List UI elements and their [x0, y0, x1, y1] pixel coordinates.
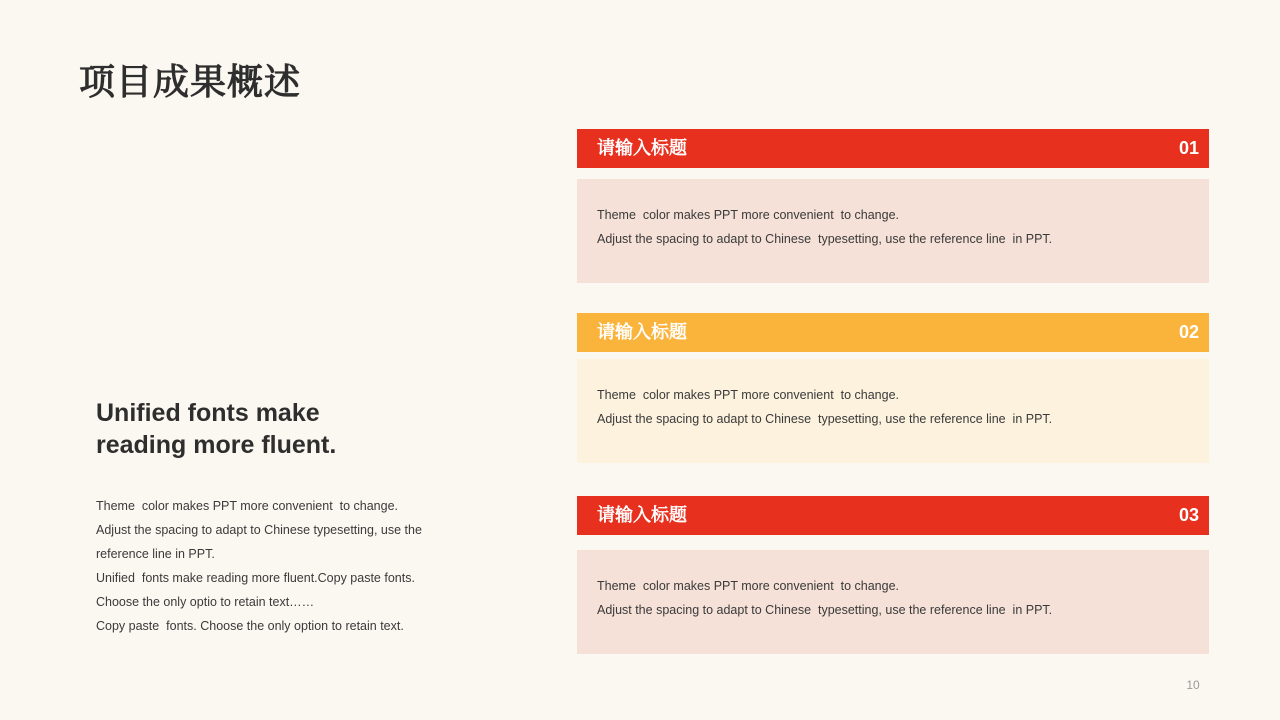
card-number: 02: [1178, 322, 1199, 342]
card-header-1: [577, 129, 1209, 168]
left-heading-line-1: Unified fonts make: [96, 399, 320, 427]
card-number: 03: [1178, 505, 1199, 525]
page-number: 10: [1186, 678, 1200, 692]
left-body-line: Copy paste fonts. Choose the only option to retain text.: [96, 619, 404, 633]
card-text-line: Theme color makes PPT more convenient to change.: [597, 579, 900, 593]
left-body-line: Adjust the spacing to adapt to Chinese typesetting, use the: [96, 523, 422, 537]
card-text-line: Adjust the spacing to adapt to Chinese typesetting, use the reference line in PPT.: [597, 412, 1053, 426]
left-body-line: Unified fonts make reading more fluent.Copy paste fonts.: [96, 571, 415, 585]
left-body-line: Choose the only optio to retain text……: [96, 595, 315, 609]
card-header-3: [577, 496, 1209, 535]
left-body-text: [96, 494, 446, 638]
card-title: 请输入标题: [597, 505, 687, 525]
card-text-line: Theme color makes PPT more convenient to change.: [597, 208, 900, 222]
card-body-1: [577, 179, 1209, 283]
card-title: 请输入标题: [597, 138, 687, 158]
left-heading-line-2: reading more fluent.: [96, 431, 337, 459]
left-body-line: reference line in PPT.: [96, 547, 215, 561]
card-text-line: Adjust the spacing to adapt to Chinese typesetting, use the reference line in PPT.: [597, 232, 1053, 246]
page-title: 项目成果概述: [79, 61, 302, 102]
card-text-line: Adjust the spacing to adapt to Chinese typesetting, use the reference line in PPT.: [597, 603, 1053, 617]
card-title: 请输入标题: [597, 322, 687, 342]
left-body-line: Theme color makes PPT more convenient to change.: [96, 499, 399, 513]
card-text-line: Theme color makes PPT more convenient to change.: [597, 388, 900, 402]
card-body-2: [577, 359, 1209, 463]
card-number: 01: [1178, 138, 1199, 158]
left-heading: [96, 397, 476, 461]
card-body-3: [577, 550, 1209, 654]
card-header-2: [577, 313, 1209, 352]
